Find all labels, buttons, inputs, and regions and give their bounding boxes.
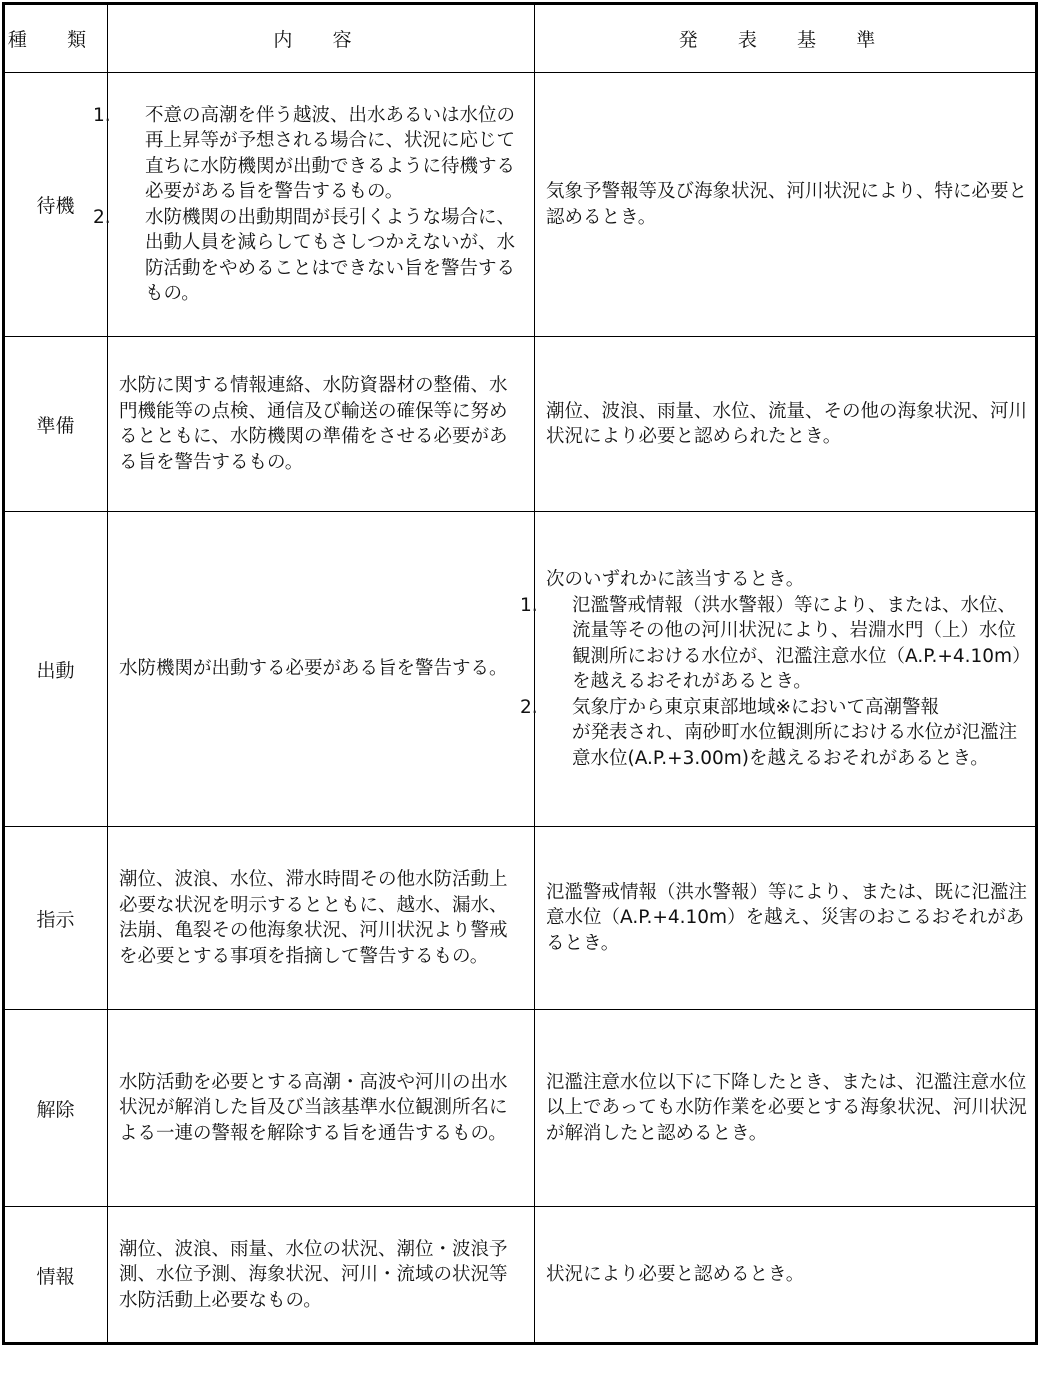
row-content: 水防活動を必要とする高潮・高波や河川の出水状況が解消した旨及び当該基準水位観測所名による一連の警報を解除する旨を通告するもの。 [108,1010,535,1207]
row-content [93,73,535,337]
content-item: 2. 水防機関の出動期間が長引くような場合に、出動人員を減らしてもさしつかえないが、水防活動をやめることはできない旨を警告するもの。 [93,206,516,304]
criteria-tail: が発表され、南砂町水位観測所における水位が氾濫注意水位(A.P.+3.00m)を越えるおそれがあるとき。 [572,722,1018,769]
row-kind: 情報 [4,1207,108,1344]
row-kind: 出動 [4,512,108,827]
criteria-item: 2. 気象庁から東京東部地域※において高潮警報 [520,696,940,718]
row-criteria: 氾濫警戒情報（洪水警報）等により、または、既に氾濫注意水位（A.P.+4.10m）を越え、災害のおこるおそれがあるとき。 [535,827,1037,1010]
row-criteria: 状況により必要と認めるとき。 [535,1207,1037,1344]
header-criteria: 発 表 基 準 [535,4,1037,73]
row-kind: 解除 [4,1010,108,1207]
header-row [4,4,1037,73]
warning-types-table [3,3,1037,1344]
row-criteria [520,512,1037,827]
row-kind: 準備 [4,337,108,512]
header-kind: 種 類 [4,4,108,73]
row-kind: 待機 [4,73,108,337]
table-row [4,73,1037,337]
criteria-intro: 次のいずれかに該当するとき。 [546,569,805,590]
row-kind: 指示 [4,827,108,1010]
row-criteria: 氾濫注意水位以下に下降したとき、または、氾濫注意水位以上であっても水防作業を必要とする海象状況、河川状況が解消したと認めるとき。 [535,1010,1037,1207]
row-content: 潮位、波浪、水位、滞水時間その他水防活動上必要な状況を明示するとともに、越水、漏水、法崩、亀裂その他海象状況、河川状況より警戒を必要とする事項を指摘して警告するもの。 [108,827,535,1010]
table-row [4,1010,1037,1207]
content-item: 1. 不意の高潮を伴う越波、出水あるいは水位の再上昇等が予想される場合に、状況に応じて直ちに水防機関が出動できるように待機する必要がある旨を警告するもの。 [93,104,516,202]
table-row [4,337,1037,512]
row-content: 水防に関する情報連絡、水防資器材の整備、水門機能等の点検、通信及び輸送の確保等に努めるとともに、水防機関の準備をさせる必要がある旨を警告するもの。 [108,337,535,512]
criteria-item: 1. 氾濫警戒情報（洪水警報）等により、または、水位、流量等その他の河川状況により、岩淵水門（上）水位観測所における水位が、氾濫注意水位（A.P.+4.10m）を越えるおそれがあるとき。 [520,594,1022,692]
table-row [4,827,1037,1010]
table-row [4,1207,1037,1344]
header-content: 内 容 [108,4,535,73]
table-row [4,512,1037,827]
row-criteria: 気象予警報等及び海象状況、河川状況により、特に必要と認めるとき。 [535,73,1037,337]
row-content: 水防機関が出動する必要がある旨を警告する。 [108,512,535,827]
row-content: 潮位、波浪、雨量、水位の状況、潮位・波浪予測、水位予測、海象状況、河川・流域の状況等水防活動上必要なもの。 [108,1207,535,1344]
row-criteria: 潮位、波浪、雨量、水位、流量、その他の海象状況、河川状況により必要と認められたとき。 [535,337,1037,512]
